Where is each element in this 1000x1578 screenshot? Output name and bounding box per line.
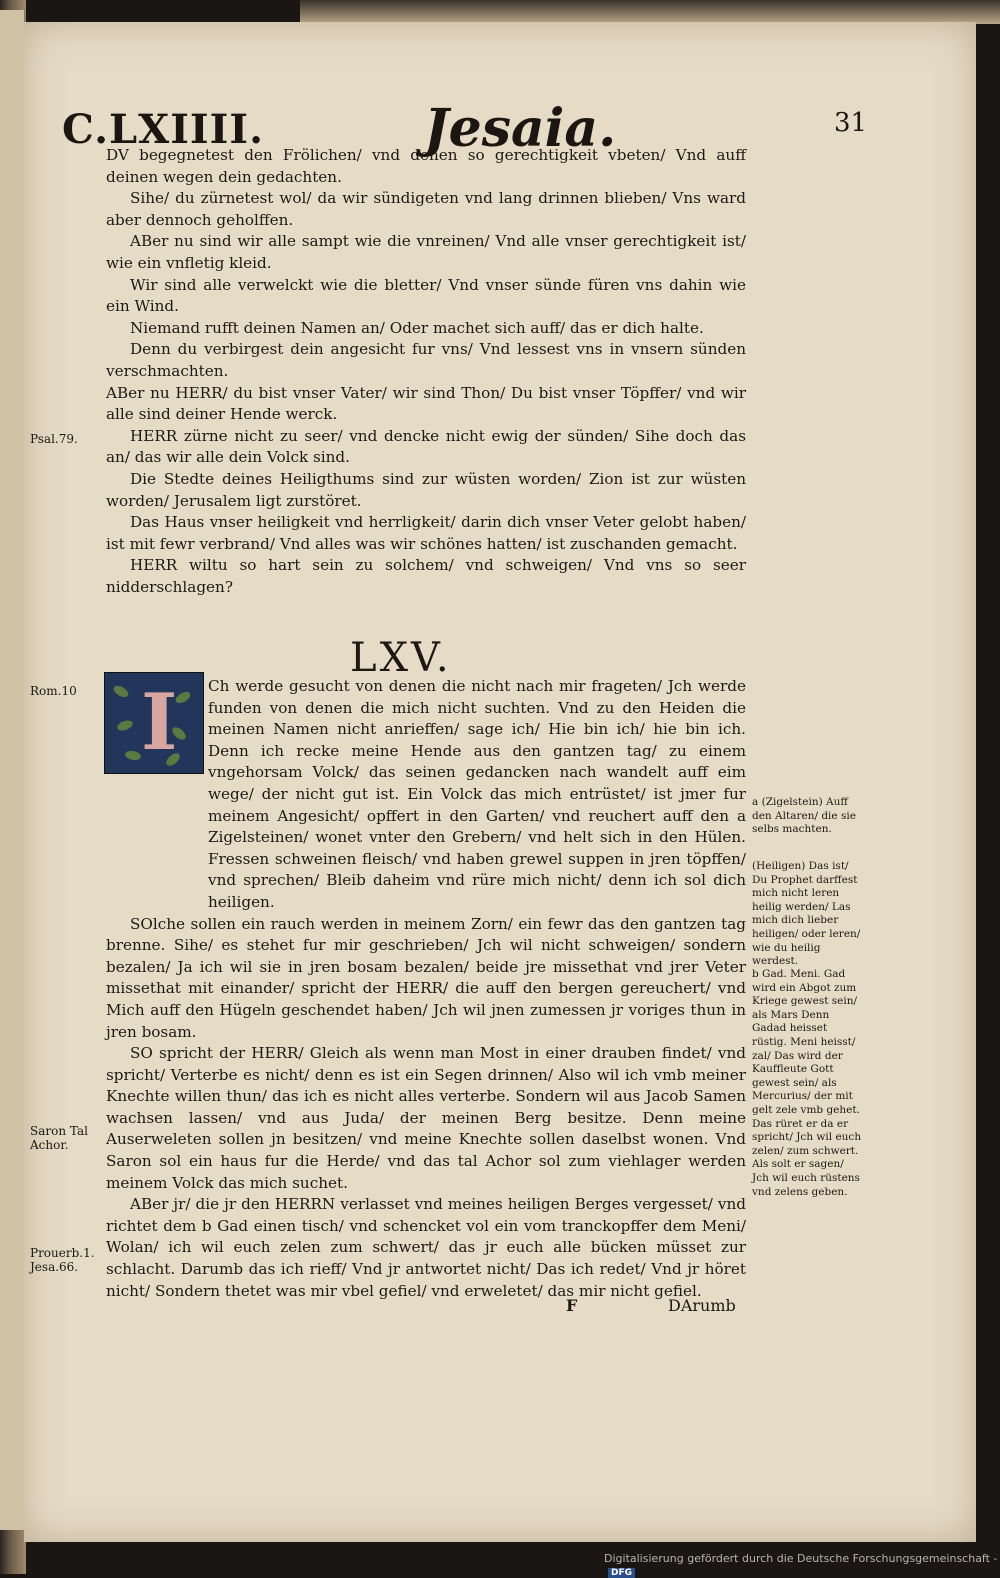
footer-text: Digitalisierung gefördert durch die Deutsche Forschungsgemeinschaft - [604, 1552, 998, 1565]
verse: DV begegnetest den Frölichen/ vnd denen so gerechtigkeit vbeten/ Vnd auff deinen wegen dein gedachten. [106, 146, 746, 186]
verse: Niemand rufft deinen Namen an/ Oder machet sich auff/ das er dich halte. [130, 318, 704, 337]
chapter-paragraph: SO spricht der HERR/ Gleich als wenn man Most in einer drauben findet/ vnd spricht/ Verterbe es nicht/ denn es ist ein Segen drinnen/ Also wil ich vmb meiner Knechte willen thun/ das ich es nicht alles verterbe. Sondern wil aus Jacob Samen wachsen lassen/ vnd aus Juda/ der meinen Berg besitze. Denn meine Auserweleten sollen jn besitzen/ vnd meine Knechte sollen daselbst wonen. Vnd Saron sol ein haus fur die Herde/ vnd das tal Achor sol zum viehlager werden meinem Volck das mich suchet. [106, 1044, 746, 1192]
verse: ABer nu sind wir alle sampt wie die vnreinen/ Vnd alle vnser gerechtigkeit ist/ wie ein vnfletig kleid. [106, 232, 746, 272]
margin-note-heiligen: (Heiligen) Das ist/ Du Prophet darffest mich nicht leren heilig werden/ Las mich dich lieber heiligen/ oder leren/ wie du heilig werdest. [752, 860, 861, 968]
margin-note-a: a (Zigelstein) Auff den Altaren/ die sie selbs machten. [752, 796, 856, 836]
book-title: Jesaia. [424, 98, 617, 159]
page-number: 31 [834, 108, 868, 138]
chapter-number: LXV. [350, 635, 452, 681]
previous-page-edge [0, 10, 25, 1530]
verse: Das Haus vnser heiligkeit vnd herrligkeit/ darin dich vnser Veter gelobt haben/ ist mit fewr verbrand/ Vnd alles was wir schönes hatten/ ist zuschanden gemacht. [106, 513, 746, 553]
verse: Wir sind alle verwelckt wie die bletter/ Vnd vnser sünde füren vns dahin wie ein Wind. [106, 275, 746, 316]
margin-reference-psalm: Psal.79. [30, 432, 78, 446]
margin-reference-romans: Rom.10 [30, 684, 77, 698]
digitization-footer [604, 1552, 1000, 1578]
verse: Sihe/ du zürnetest wol/ da wir sündigeten vnd lang drinnen blieben/ Vns ward aber dennoch geholffen. [106, 189, 746, 229]
chapter-paragraph: SOlche sollen ein rauch werden in meinem Zorn/ ein fewr das den gantzen tag brenne. Sihe/ es stehet fur mir geschrieben/ Jch wil nicht schweigen/ sondern bezalen/ Ja ich wil sie in jren bosam bezalen/ beide jre missethat vnd jrer Veter missethat mit einander/ spricht der HERR/ die auff den bergen gereuchert/ vnd Mich auff den Hügeln geschendet haben/ Jch wil jnen zumessen jr voriges thun in jren bosam. [106, 914, 746, 1041]
catchword: DArumb [668, 1296, 736, 1315]
folio-number: C.LXIIII. [62, 106, 264, 153]
chapter-paragraph: ABer jr/ die jr den HERRN verlasset vnd meines heiligen Berges vergesset/ vnd richtet dem b Gad einen tisch/ vnd schencket vol ein vom tranckopffer dem Meni/ Wolan/ ich wil euch zelen zum schwert/ das jr euch alle bücken müsset zur schlacht. Darumb das ich rieff/ Vnd jr antwortet nicht/ Das ich redet/ Vnd jr höret nicht/ Sondern thetet was mir vbel gefiel/ vnd erweletet/ das mir nicht gefiel. [106, 1195, 746, 1300]
previous-chapter-text [106, 145, 746, 598]
verse: HERR zürne nicht zu seer/ vnd dencke nicht ewig der sünden/ Sihe doch das an/ das wir alle dein Volck sind. [106, 426, 746, 467]
initial-letter: I [141, 677, 178, 768]
book-top-edge [300, 0, 1000, 24]
margin-reference-saron: Saron Tal Achor. [30, 1124, 88, 1152]
margin-note-b: b Gad. Meni. Gad wird ein Abgot zum Kriege gewest sein/ als Mars Denn Gadad heisset rüstig. Meni heisst/ zal/ Das wird der Kauffleute Gott gewest sein/ als Mercurius/ der mit gelt zele vmb gehet. Das rüret er da er spricht/ Jch wil euch zelen/ zum schwert. Als solt er sagen/ Jch wil euch rüstens vnd zelens geben. [752, 968, 862, 1198]
chapter-text [106, 676, 746, 1302]
verse: Denn du verbirgest dein angesicht fur vns/ Vnd lessest vns in vnsern sünden verschmachten. [106, 340, 746, 380]
signature-mark: F [566, 1296, 578, 1315]
verse: ABer nu HERR/ du bist vnser Vater/ wir sind Thon/ Du bist vnser Töpffer/ vnd wir alle sind deiner Hende werck. [106, 383, 746, 424]
margin-reference-proverbs: Prouerb.1. Jesa.66. [30, 1246, 95, 1274]
dfg-badge: DFG [608, 1568, 635, 1578]
chapter-paragraph: Ch werde gesucht von denen die nicht nach mir frageten/ Jch werde funden von denen die mich nicht suchten. Vnd zu den Heiden die meinen Namen nicht anrieffen/ sage ich/ Hie bin ich/ hie bin ich. Denn ich recke meine Hende aus den gantzen tag/ zu einem vngehorsam Volck/ das seinen gedancken nach wandelt auff eim wege/ der nicht gut ist. Ein Volck das mich entrüstet/ ist jmer fur meinem Angesicht/ opffert in den Garten/ vnd reuchert auff den a Zigelsteinen/ wonet vnter den Grebern/ vnd helt sich in den Hülen. Fressen schweinen fleisch/ vnd haben grewel suppen in jren töpffen/ vnd sprechen/ Bleib daheim vnd rüre mich nicht/ denn ich sol dich heiligen. [208, 677, 746, 911]
verse: HERR wiltu so hart sein zu solchem/ vnd schweigen/ Vnd vns so seer nidderschlagen? [106, 556, 746, 596]
verse: Die Stedte deines Heiligthums sind zur wüsten worden/ Zion ist zur wüsten worden/ Jerusalem ligt zurstöret. [106, 469, 746, 510]
